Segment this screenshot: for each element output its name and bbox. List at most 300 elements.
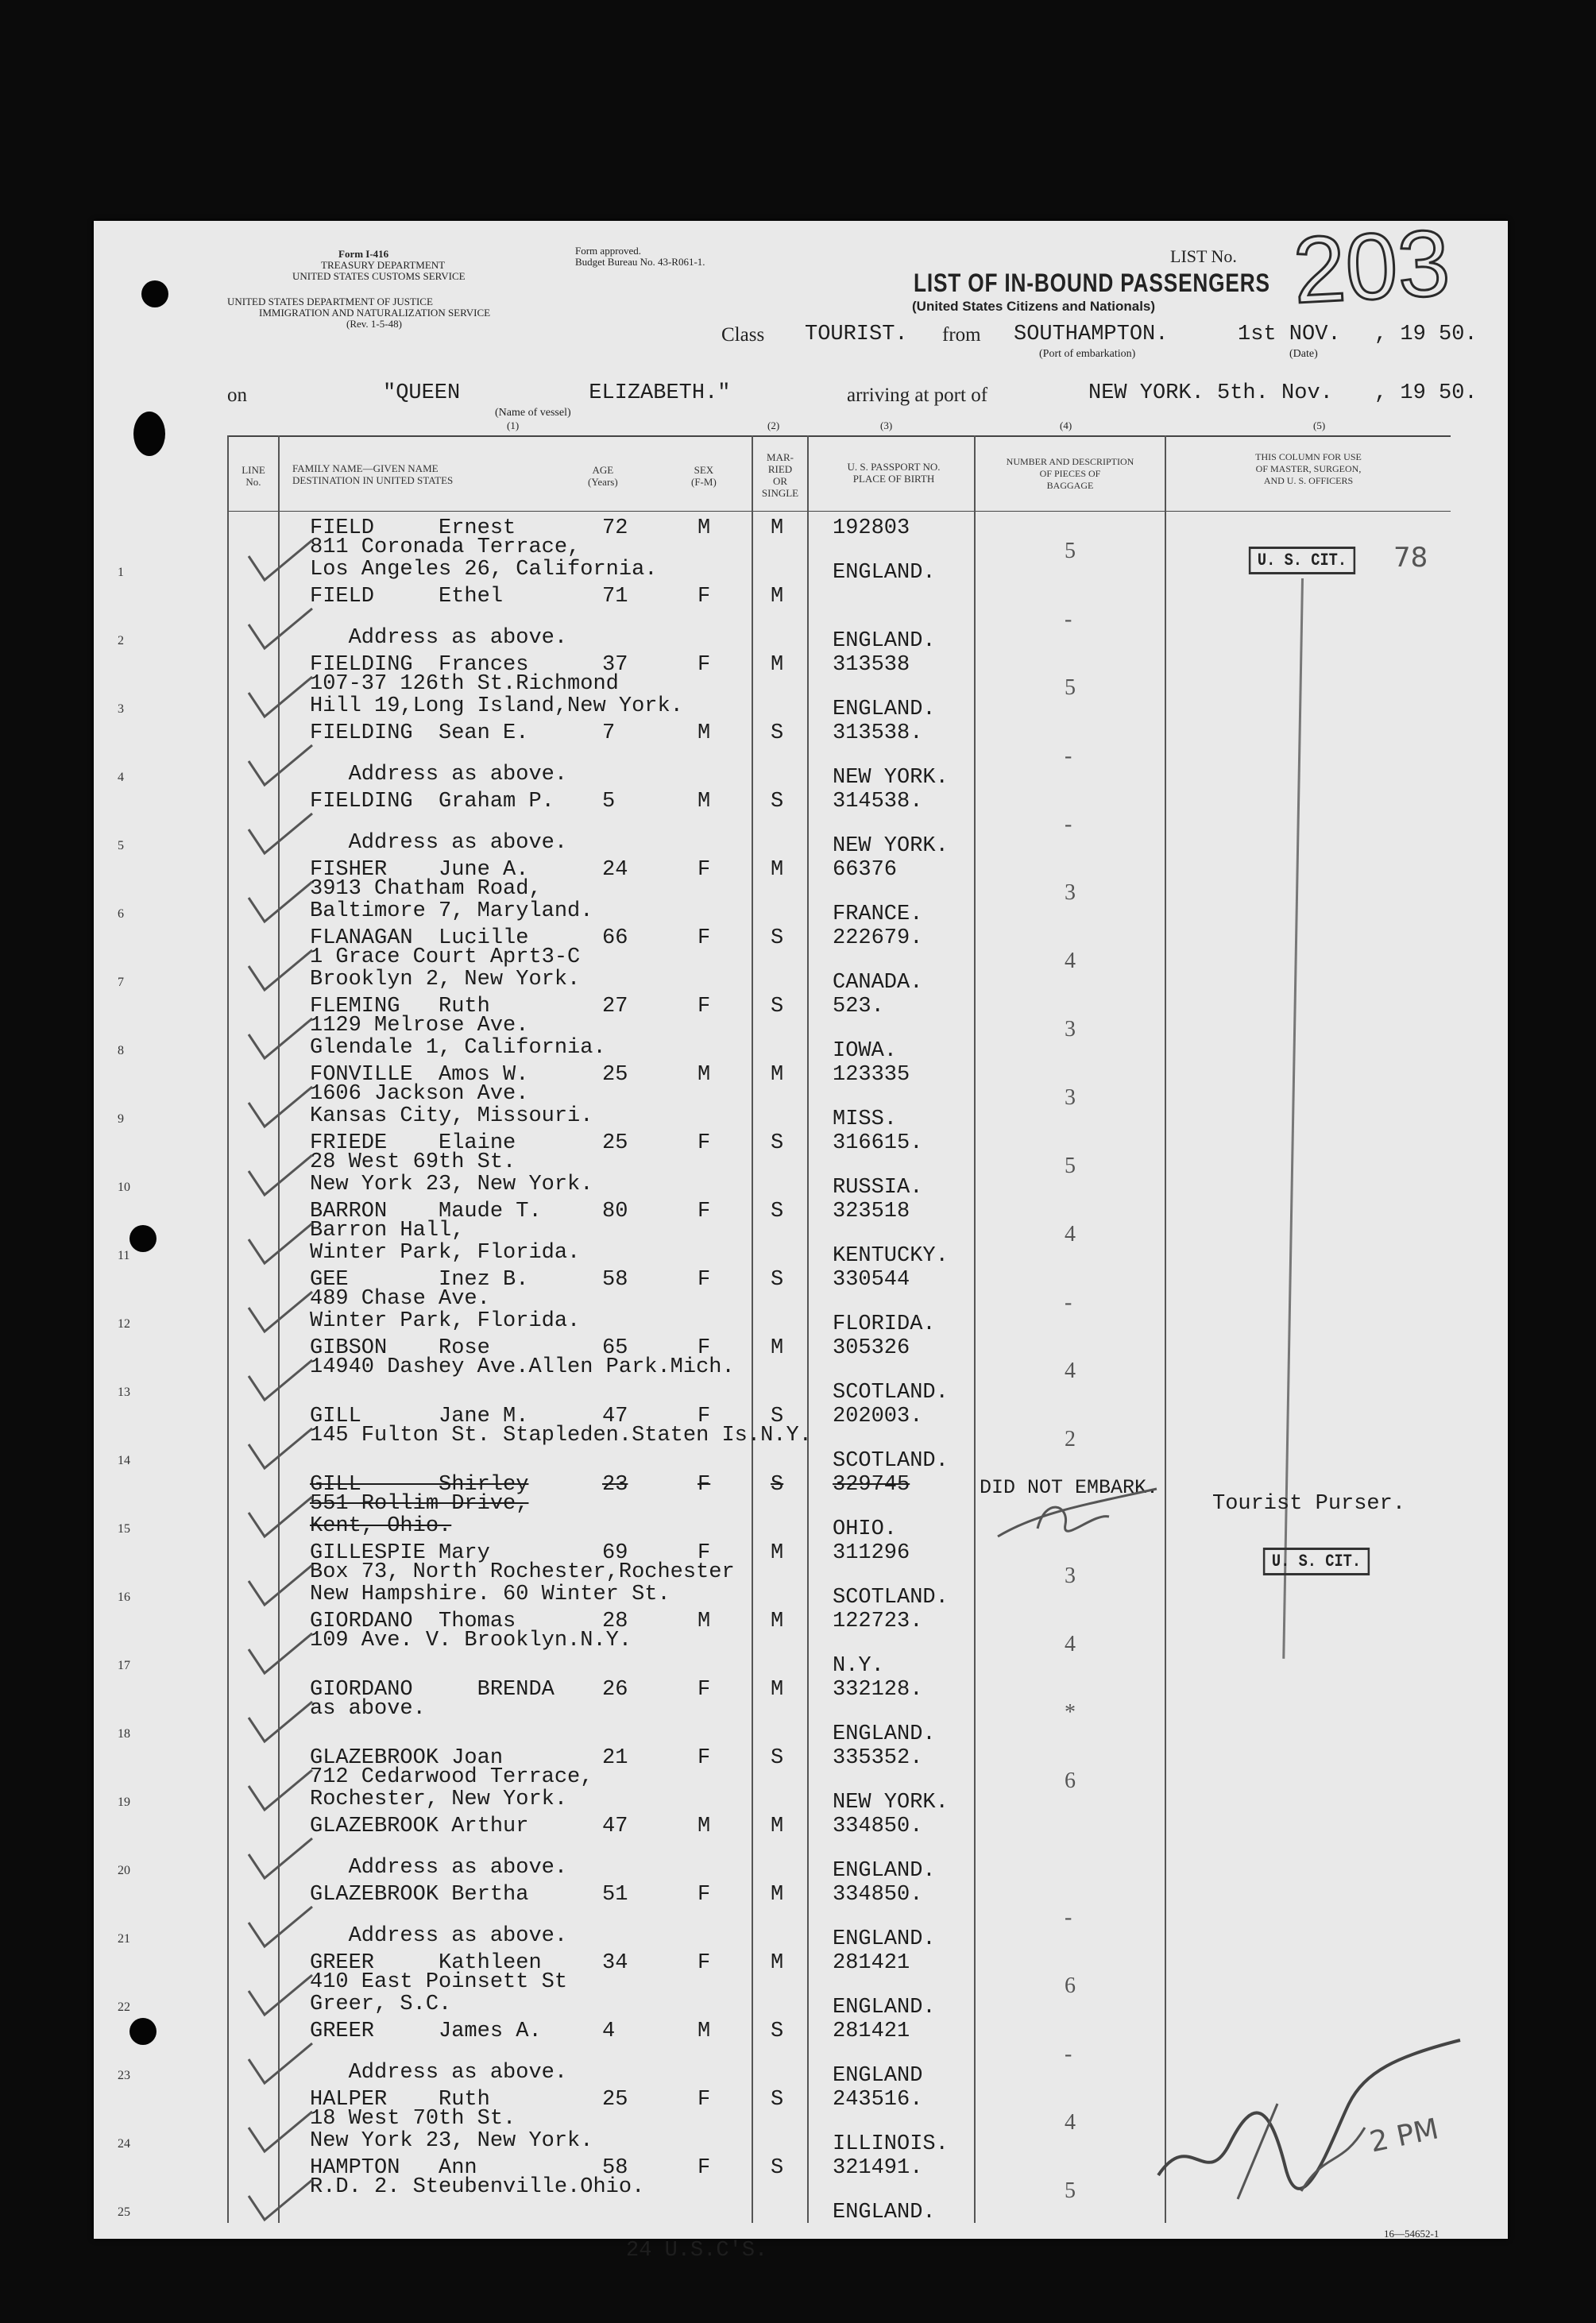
embark-year: , 19 50. [1374,323,1478,346]
marital-status: M [771,516,784,540]
line-number: 15 [118,1522,130,1536]
address-line-1: 145 Fulton St. Stapleden.Staten Is.N.Y. [310,1424,812,1448]
check-mark [245,1557,316,1613]
table-top-border [227,435,1451,437]
passenger-sex: F [698,858,711,882]
header-baggage: NUMBER AND DESCRIPTION OF PIECES OF BAGGAGE [1006,456,1134,491]
baggage-count: 3 [1065,880,1076,905]
address-line-2: Address as above. [310,626,568,650]
passenger-age: 69 [602,1541,628,1565]
scribble-stroke [1038,1507,1109,1531]
table-left-border [227,435,229,2223]
from-label: from [942,324,981,346]
header-bottom-border [227,511,1451,512]
col-num-3: (3) [880,419,893,431]
on-label: on [227,385,247,406]
line-number: 9 [118,1112,124,1126]
check-stroke [249,2180,312,2220]
passport-number: 202003. [833,1405,923,1428]
passenger-age: 27 [602,995,628,1018]
marital-status: M [771,1883,784,1907]
passenger-sex: M [698,1610,711,1633]
passenger-sex: F [698,1200,711,1223]
col-divider [1165,435,1166,2223]
check-mark [245,1762,316,1818]
passenger-age: 25 [602,2088,628,2112]
address-line-2: Address as above. [310,2061,568,2085]
check-stroke [249,1770,312,1810]
check-mark [245,1284,316,1339]
address-line-2: New Hampshire. 60 Winter St. [310,1583,670,1606]
header-line-no: LINE No. [242,464,265,488]
passenger-sex: F [698,2156,711,2180]
address-line-2: New York 23, New York. [310,1173,593,1196]
place-of-birth: FRANCE. [833,903,923,926]
check-stroke [249,1087,312,1127]
header-name: FAMILY NAME—GIVEN NAME DESTINATION IN UNITED STATES [292,462,454,486]
passenger-age: 37 [602,653,628,677]
list-number-handwritten: 203 [1290,210,1453,324]
line-number: 23 [118,2069,130,2082]
passport-number: 323518 [833,1200,910,1223]
place-of-birth: ENGLAND. [833,629,936,653]
justice-dept: UNITED STATES DEPARTMENT OF JUSTICE [227,296,433,307]
punch-hole [133,412,165,456]
address-line-1: 107-37 126th St.Richmond [310,672,619,696]
line-number: 11 [118,1249,130,1262]
passenger-sex: M [698,2020,711,2043]
passenger-name: FIELDING Sean E. [310,721,529,745]
place-of-birth: ENGLAND. [833,1722,936,1746]
check-mark [245,737,316,793]
marital-status: M [771,1815,784,1838]
baggage-count: 3 [1065,1563,1076,1588]
passport-number: 222679. [833,926,923,950]
marital-status: S [771,1131,784,1155]
baggage-count: 4 [1065,1632,1076,1656]
form-subtitle: (United States Citizens and Nationals) [912,299,1156,314]
embark-date: 1st NOV. [1238,323,1341,346]
baggage-count: 5 [1065,675,1076,700]
marital-status: M [771,1063,784,1087]
check-stroke [249,540,312,580]
baggage-count: 6 [1065,1973,1076,1998]
baggage-count: - [1065,1905,1072,1930]
line-number: 24 [118,2137,130,2151]
header-married: MAR- RIED OR SINGLE [761,451,799,499]
baggage-count: 5 [1065,1154,1076,1178]
baggage-count: 4 [1065,2110,1076,2135]
punch-hole [129,2018,157,2045]
check-stroke [249,1018,312,1058]
passenger-sex: F [698,1268,711,1292]
col-divider [807,435,809,2223]
address-line-2: Greer, S.C. [310,1993,452,2016]
passenger-sex: F [698,1678,711,1702]
passenger-sex: M [698,790,711,814]
vessel-caption: (Name of vessel) [495,407,571,419]
place-of-birth: SCOTLAND. [833,1381,949,1405]
marital-status: S [771,995,784,1018]
address-line-2: Winter Park, Florida. [310,1241,581,1265]
check-stroke [249,2112,312,2151]
line-number: 2 [118,634,124,647]
baggage-count: 6 [1065,1768,1076,1793]
check-mark [245,1079,316,1134]
passenger-name: HALPER Ruth [310,2088,490,2112]
col-divider [974,435,976,2223]
arrival-year: , 19 50. [1374,381,1478,405]
print-code: 16—54652-1 [1384,2228,1439,2240]
place-of-birth: FLORIDA. [833,1312,936,1336]
passenger-name: GLAZEBROOK Bertha [310,1883,529,1907]
passenger-name: GILLESPIE Mary [310,1541,490,1565]
passenger-name: BARRON Maude T. [310,1200,542,1223]
check-stroke [249,1292,312,1332]
passport-number: 330544 [833,1268,910,1292]
address-line-1: 410 East Poinsett St [310,1970,568,1994]
passenger-name: GILL Jane M. [310,1405,529,1428]
passenger-name: FIELDING Frances [310,653,529,677]
check-mark [245,1216,316,1271]
passenger-sex: F [698,1746,711,1770]
passenger-name: FLEMING Ruth [310,995,490,1018]
place-of-birth: N.Y. [833,1654,884,1678]
baggage-count: 4 [1065,949,1076,973]
place-of-birth: NEW YORK. [833,834,949,858]
arrival-port-date: NEW YORK. 5th. Nov. [1088,381,1333,405]
passenger-name: GILL Shirley [310,1473,529,1497]
check-mark [245,1625,316,1681]
check-mark [245,1011,316,1066]
marital-status: S [771,1473,784,1497]
line-number: 4 [118,771,124,784]
check-mark [245,806,316,861]
address-line-2: Address as above. [310,763,568,787]
marital-status: M [771,1336,784,1360]
place-of-birth: IOWA. [833,1039,898,1063]
passport-number: 332128. [833,1678,923,1702]
address-line-1: R.D. 2. Steubenville.Ohio. [310,2175,645,2199]
header-age: AGE (Years) [588,464,618,488]
budget-bureau: Budget Bureau No. 43-R061-1. [575,256,705,268]
passport-number: 335352. [833,1746,923,1770]
line-number: 16 [118,1591,130,1604]
baggage-count: - [1065,2042,1072,2066]
passenger-age: 47 [602,1815,628,1838]
passport-number: 316615. [833,1131,923,1155]
check-mark [245,1899,316,1954]
check-mark [245,1352,316,1408]
baggage-count: - [1065,812,1072,837]
baggage-count: - [1065,744,1072,768]
passenger-age: 51 [602,1883,628,1907]
passenger-name: FIELDING Graham P. [310,790,555,814]
list-no-label: LIST No. [1170,246,1237,266]
passenger-sex: M [698,516,711,540]
address-line-1: 14940 Dashey Ave.Allen Park.Mich. [310,1355,735,1379]
passenger-age: 7 [602,721,616,745]
date-caption: (Date) [1289,348,1318,360]
passport-number: 314538. [833,790,923,814]
passenger-age: 66 [602,926,628,950]
passenger-name: GIBSON Rose [310,1336,490,1360]
passenger-sex: F [698,1951,711,1975]
check-mark [245,1967,316,2023]
passenger-manifest-page [94,210,1508,2263]
customs-service: UNITED STATES CUSTOMS SERVICE [292,270,466,282]
check-stroke [249,2043,312,2083]
passenger-age: 34 [602,1951,628,1975]
line-number: 19 [118,1795,130,1809]
address-line-1: 489 Chase Ave. [310,1287,490,1311]
ins-service: IMMIGRATION AND NATURALIZATION SERVICE [259,307,491,319]
check-stroke [249,882,312,922]
passenger-sex: M [698,1063,711,1087]
check-stroke [249,609,312,648]
passenger-age: 25 [602,1063,628,1087]
check-mark [245,2104,316,2159]
address-line-1: 3913 Chatham Road, [310,877,542,901]
place-of-birth: ENGLAND. [833,1996,936,2020]
marital-status: M [771,585,784,609]
address-line-1: 1129 Melrose Ave. [310,1014,529,1038]
passenger-sex: F [698,926,711,950]
line-number: 12 [118,1317,130,1331]
passenger-age: 65 [602,1336,628,1360]
passenger-name: GLAZEBROOK Joan [310,1746,504,1770]
check-mark [245,1830,316,1886]
baggage-count: * [1065,1700,1076,1725]
line-number: 20 [118,1864,130,1877]
address-line-2: Brooklyn 2, New York. [310,968,581,991]
passenger-age: 21 [602,1746,628,1770]
passport-number: 311296 [833,1541,910,1565]
place-of-birth: NEW YORK. [833,766,949,790]
passenger-sex: F [698,995,711,1018]
address-line-1: 712 Cedarwood Terrace, [310,1765,593,1789]
passenger-name: FRIEDE Elaine [310,1131,516,1155]
passport-number: 334850. [833,1815,923,1838]
passenger-name: GEE Inez B. [310,1268,529,1292]
address-line-2: Glendale 1, California. [310,1036,606,1060]
baggage-count: - [1065,607,1072,632]
check-mark [245,1420,316,1476]
passport-number: 123335 [833,1063,910,1087]
line-number: 3 [118,702,124,716]
marital-status: S [771,1200,784,1223]
passenger-age: 47 [602,1405,628,1428]
officer-signature [1142,2008,1476,2215]
passport-number: 313538. [833,721,923,745]
place-of-birth: MISS. [833,1107,898,1131]
passenger-age: 58 [602,1268,628,1292]
check-stroke [249,1497,312,1536]
marital-status: M [771,1678,784,1702]
passenger-age: 23 [602,1473,628,1497]
form-number: Form I-416 [338,248,389,260]
baggage-count: 4 [1065,1359,1076,1383]
baggage-count: - [1065,1290,1072,1315]
marital-status: M [771,653,784,677]
address-line-1: 1606 Jackson Ave. [310,1082,529,1106]
line-number: 13 [118,1386,130,1399]
address-line-1: 28 West 69th St. [310,1150,516,1174]
passenger-sex: F [698,1131,711,1155]
check-stroke [249,677,312,717]
passenger-name: FIELD Ethel [310,585,504,609]
punch-hole [129,1225,157,1252]
check-stroke [249,1360,312,1400]
marital-status: S [771,2088,784,2112]
passenger-age: 28 [602,1610,628,1633]
address-line-2: Rochester, New York. [310,1788,568,1811]
baggage-count: 5 [1065,2178,1076,2203]
address-line-2: Address as above. [310,1924,568,1948]
line-number: 17 [118,1659,130,1672]
address-line-1: as above. [310,1697,426,1721]
passenger-name: FLANAGAN Lucille [310,926,529,950]
check-stroke [249,1155,312,1195]
baggage-count: 3 [1065,1085,1076,1110]
marital-status: M [771,858,784,882]
place-of-birth: ENGLAND. [833,2201,936,2224]
handwritten-time: 2 PM [1366,2112,1442,2159]
address-line-2: Baltimore 7, Maryland. [310,899,593,923]
marital-status: S [771,2020,784,2043]
place-of-birth: ILLINOIS. [833,2132,949,2156]
arriving-label: arriving at port of [847,385,988,406]
row-note: DID NOT EMBARK. [980,1476,1159,1499]
marital-status: S [771,926,784,950]
line-number: 14 [118,1454,130,1467]
address-line-2: Los Angeles 26, California. [310,558,658,582]
passport-number: 122723. [833,1610,923,1633]
place-of-birth: ENGLAND. [833,1859,936,1883]
passenger-name: GIORDANO Thomas [310,1610,516,1633]
total-citizens: 24 U.S.C'S. [626,2239,768,2263]
check-mark [245,1694,316,1749]
passenger-age: 5 [602,790,616,814]
baggage-count: 5 [1065,539,1076,563]
address-line-2: Hill 19,Long Island,New York. [310,694,683,718]
passport-number: 192803 [833,516,910,540]
header-sex: SEX (F-M) [691,464,717,488]
passenger-name: HAMPTON Ann [310,2156,477,2180]
passenger-sex: F [698,2088,711,2112]
passenger-sex: F [698,1336,711,1360]
passport-number: 243516. [833,2088,923,2112]
embark-port-caption: (Port of embarkation) [1039,348,1136,360]
marital-status: S [771,790,784,814]
passport-number: 281421 [833,1951,910,1975]
passenger-age: 58 [602,2156,628,2180]
us-citizen-stamp: U. S. CIT. [1249,547,1355,574]
place-of-birth: RUSSIA. [833,1176,923,1200]
address-line-1: 811 Coronada Terrace, [310,535,581,559]
check-stroke [249,1838,312,1878]
line-number: 25 [118,2205,130,2219]
line-number: 21 [118,1932,130,1946]
passenger-age: 24 [602,858,628,882]
check-stroke [249,1428,312,1468]
address-line-2: Address as above. [310,831,568,855]
col-divider [752,435,753,2223]
signature-stroke [1238,2104,1365,2199]
passenger-sex: M [698,1815,711,1838]
passport-number: 523. [833,995,884,1018]
check-stroke [249,1565,312,1605]
form-title: LIST OF IN-BOUND PASSENGERS [914,269,1270,297]
passenger-age: 71 [602,585,628,609]
form-approval: Form approved. [575,245,642,257]
line-number: 10 [118,1181,130,1194]
passport-number: 334850. [833,1883,923,1907]
place-of-birth: ENGLAND. [833,698,936,721]
line-number: 6 [118,907,124,921]
baggage-count: 2 [1065,1427,1076,1451]
place-of-birth: ENGLAND [833,2064,923,2088]
passenger-name: GIORDANO BRENDA [310,1678,555,1702]
marital-status: M [771,1541,784,1565]
address-line-1: 1 Grace Court Aprt3-C [310,945,581,969]
passport-number: 321491. [833,2156,923,2180]
header-officers: THIS COLUMN FOR USE OF MASTER, SURGEON, AND U. S. OFFICERS [1255,451,1362,486]
passenger-name: FIELD Ernest [310,516,516,540]
passport-number: 305326 [833,1336,910,1360]
embark-port: SOUTHAMPTON. [1014,323,1169,346]
address-line-2: Address as above. [310,1856,568,1880]
passenger-age: 72 [602,516,628,540]
place-of-birth: CANADA. [833,971,923,995]
passenger-name: FISHER June A. [310,858,529,882]
address-line-1: Box 73, North Rochester,Rochester [310,1560,735,1584]
header-passport: U. S. PASSPORT NO. PLACE OF BIRTH [847,461,941,485]
scribble-stroke [998,1489,1157,1536]
check-mark [245,2172,316,2228]
check-stroke [249,1702,312,1741]
marital-status: S [771,1268,784,1292]
marital-status: S [771,1405,784,1428]
check-mark [245,532,316,588]
check-stroke [249,1223,312,1263]
did-not-embark-mark [990,1481,1165,1552]
check-stroke [249,814,312,853]
us-citizen-stamp-2: U. S. CIT. [1263,1548,1370,1575]
baggage-count: 3 [1065,1017,1076,1042]
col-num-1: (1) [507,419,520,431]
check-mark [245,2035,316,2091]
check-mark [245,1147,316,1203]
treasury-dept: TREASURY DEPARTMENT [321,259,446,271]
col-num-2: (2) [767,419,780,431]
passport-number: 329745 [833,1473,910,1497]
address-line-2: Kent, Ohio. [310,1514,452,1538]
address-line-1: 551 Rollim Drive, [310,1492,529,1516]
line-number: 22 [118,2000,130,2014]
place-of-birth: ENGLAND. [833,561,936,585]
passenger-name: FONVILLE Amos W. [310,1063,529,1087]
passenger-age: 4 [602,2020,616,2043]
check-mark [245,601,316,656]
passenger-name: GREER James A. [310,2020,542,2043]
line-number: 5 [118,839,124,852]
col-num-4: (4) [1060,419,1072,431]
passenger-sex: F [698,1541,711,1565]
marital-status: S [771,1746,784,1770]
place-of-birth: ENGLAND. [833,1927,936,1951]
place-of-birth: OHIO. [833,1517,898,1541]
